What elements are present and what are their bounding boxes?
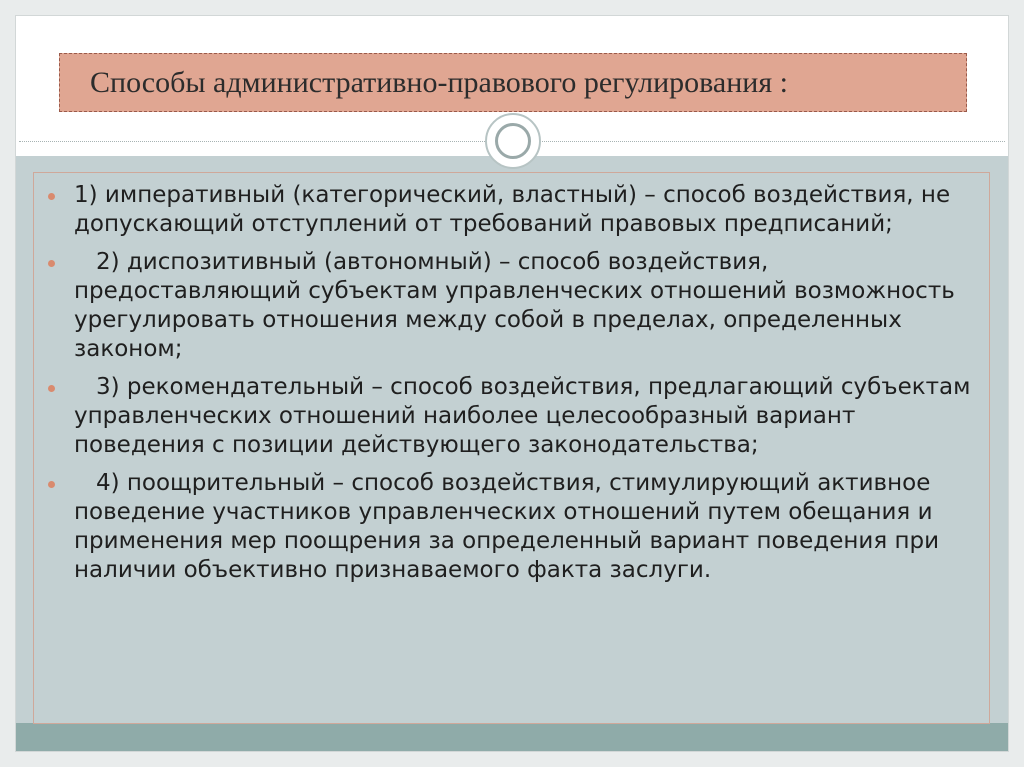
bullet-item-2 <box>45 248 985 364</box>
bullet-dot-icon <box>48 193 55 200</box>
bullet-item-4 <box>45 469 985 585</box>
bullet-dot-icon <box>48 481 55 488</box>
circle-ornament-icon <box>485 113 541 169</box>
bullet-text: 1) императивный (категорический, властный) – способ воздействия, не допускающий отступлений от требований правовых предписаний; <box>74 182 958 237</box>
bullet-text: 3) рекомендательный – способ воздействия, предлагающий субъектам управленческих отношений наиболее целесообразный вариант поведения с позиции действующего законодательства; <box>74 374 978 458</box>
bullet-list <box>45 181 985 594</box>
bullet-dot-icon <box>48 385 55 392</box>
bullet-item-3 <box>45 373 985 460</box>
bullet-item-1 <box>45 181 985 239</box>
title-box <box>59 53 967 112</box>
bullet-text: 4) поощрительный – способ воздействия, стимулирующий активное поведение участников управленческих отношений путем обещания и применения мер поощрения за определенный вариант поведения при наличии объективно признаваемого факта заслуги. <box>74 470 947 583</box>
slide-title: Способы административно-правового регулирования : <box>90 65 788 99</box>
footer-band <box>16 723 1008 752</box>
bullet-dot-icon <box>48 260 55 267</box>
ring-icon <box>495 123 531 159</box>
slide <box>15 15 1009 752</box>
bullet-text: 2) диспозитивный (автономный) – способ воздействия, предоставляющий субъектам управленческих отношений возможность урегулировать отношения между собой в пределах, определенных законом; <box>74 249 963 362</box>
